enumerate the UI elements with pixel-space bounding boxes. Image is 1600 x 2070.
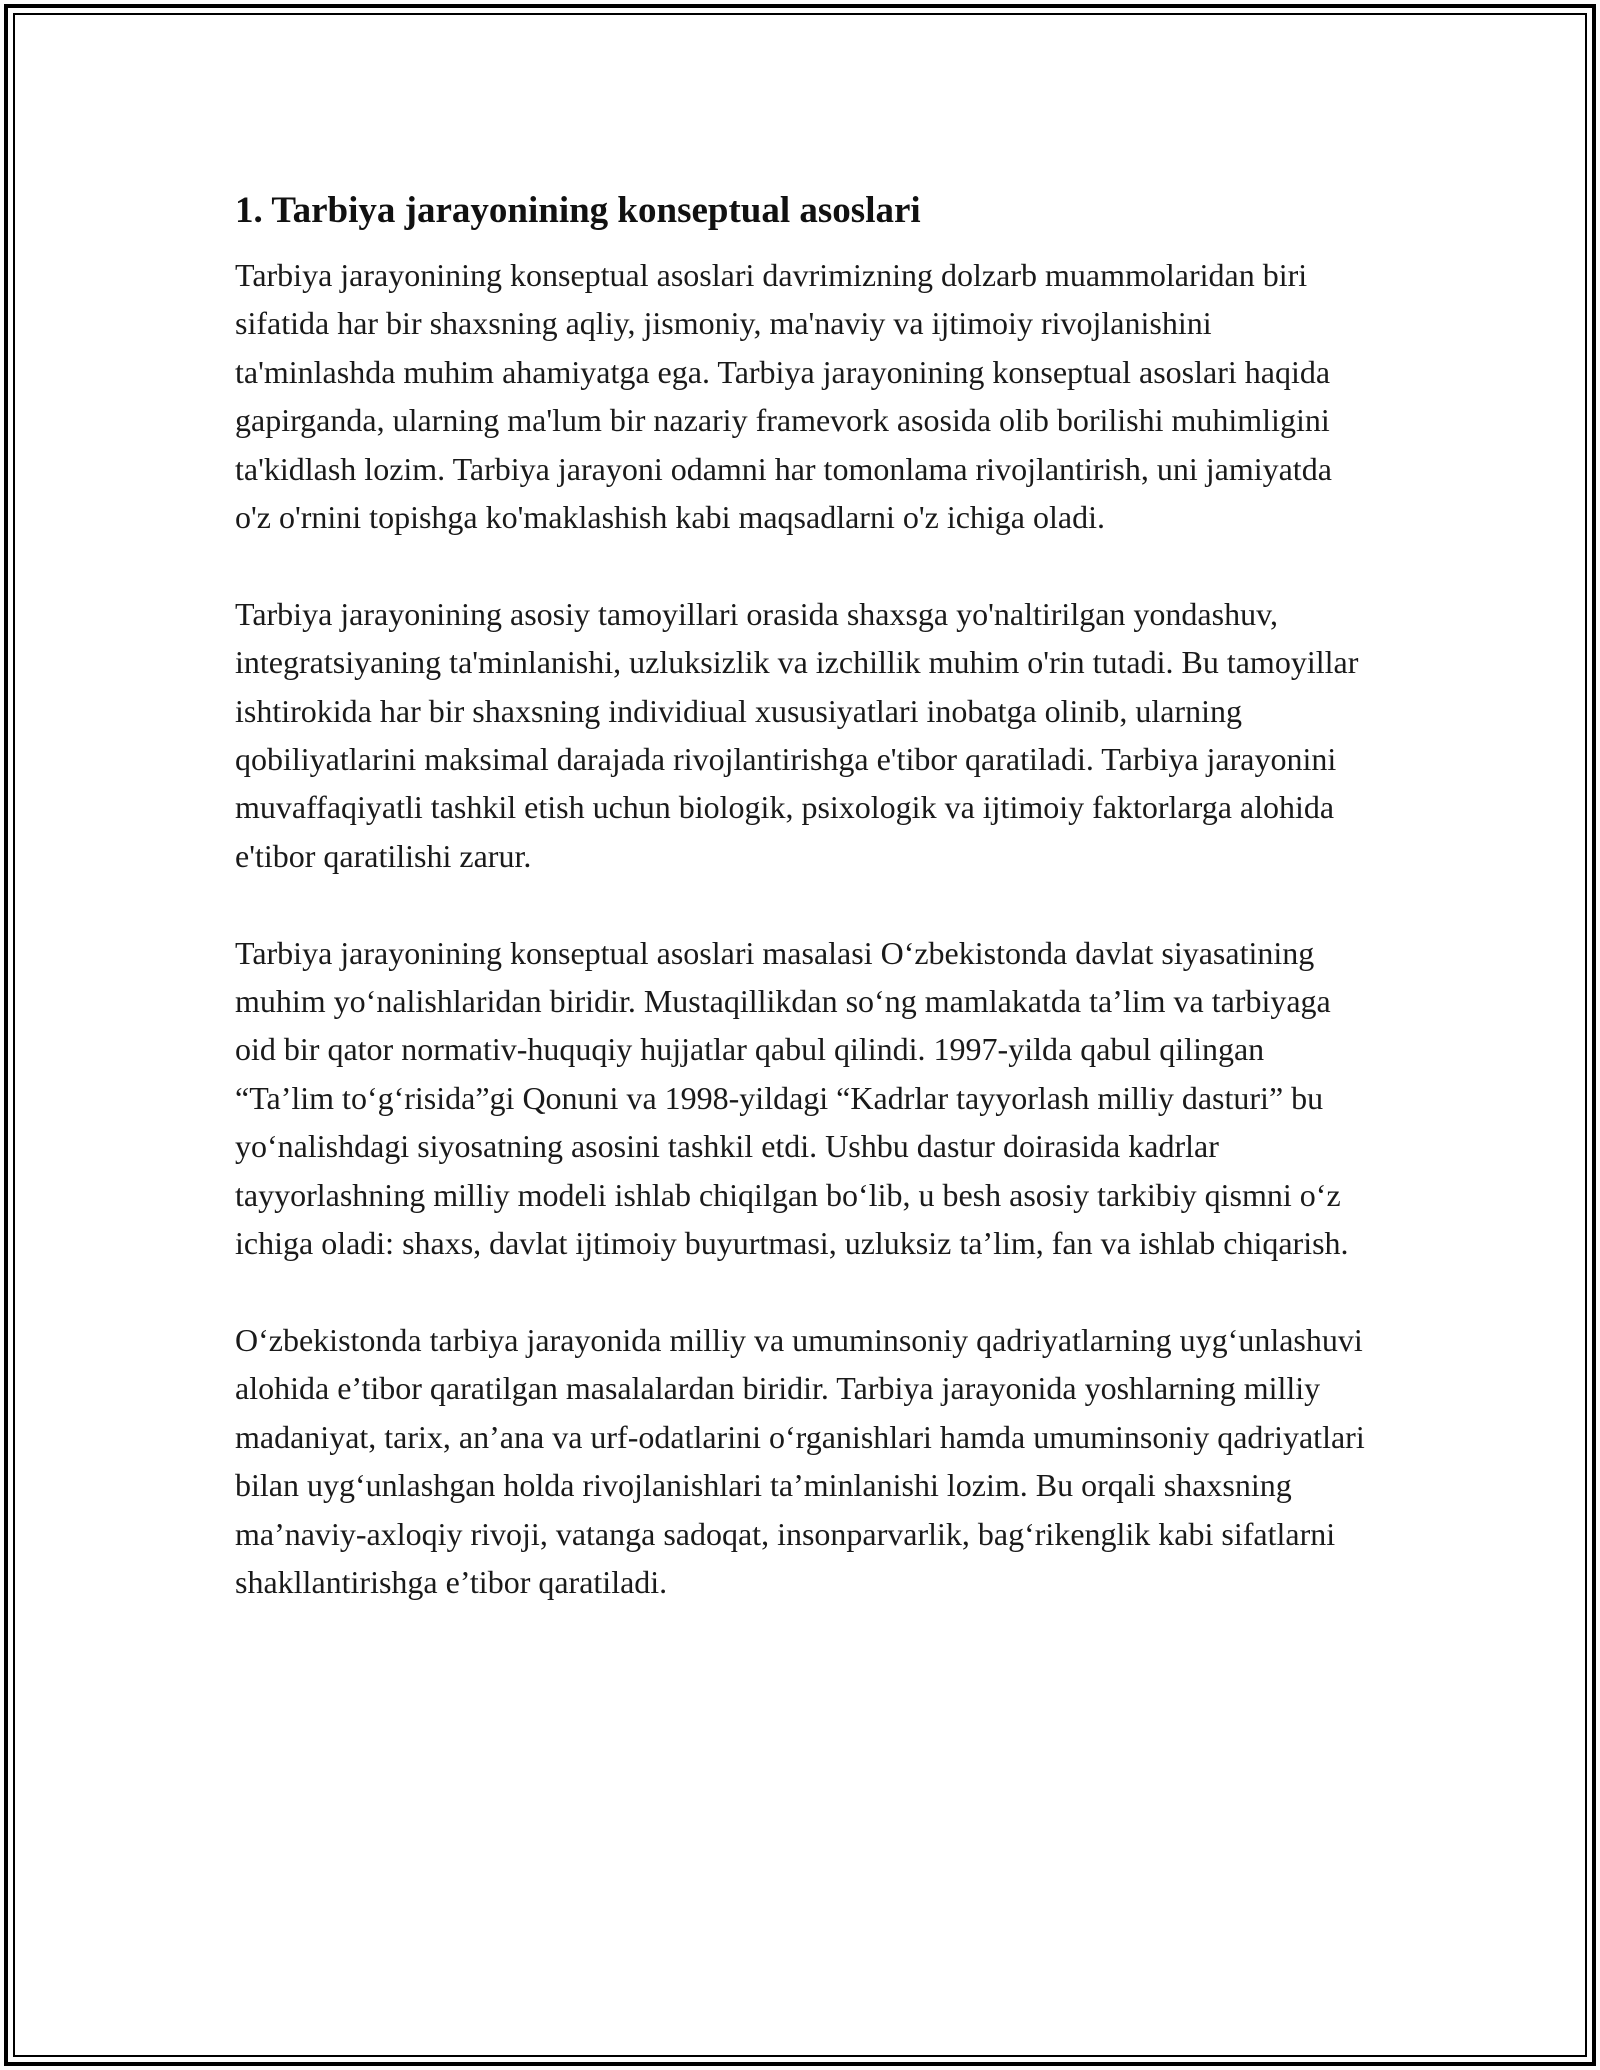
paragraph-3: Tarbiya jarayonining konseptual asoslari masalasi O‘zbekistonda davlat siyasatining muhim yo‘nalishlaridan biridir. Mustaqillikdan so‘ng mamlakatda ta’lim va tarbiyaga oid bir qator normativ-huquqiy hujjatlar qabul qilindi. 1997-yilda qabul qilingan “Ta’lim to‘g‘risida”gi Qonuni va 1998-yildagi “Kadrlar tayyorlash milliy dasturi” bu yo‘nalishdagi siyosatning asosini tashkil etdi. Ushbu dastur doirasida kadrlar tayyorlashning milliy modeli ishlab chiqilgan bo‘lib, u besh asosiy tarkibiy qismni o‘z ichiga oladi: shaxs, davlat ijtimoiy buyurtmasi, uzluksiz ta’lim, fan va ishlab chiqarish. (235, 934, 1349, 1262)
paragraph-1: Tarbiya jarayonining konseptual asoslari davrimizning dolzarb muammolaridan biri sifatida har bir shaxsning aqliy, jismoniy, ma'naviy va ijtimoiy rivojlanishini ta'minlashda muhim ahamiyatga ega. Tarbiya jarayonining konseptual asoslari haqida gapirganda, ularning ma'lum bir nazariy framevork asosida olib borilishi muhimligini ta'kidlash lozim. Tarbiya jarayoni odamni har tomonlama rivojlantirish, uni jamiyatda o'z o'rnini topishga ko'maklashish kabi maqsadlarni o'z ichiga oladi. (235, 257, 1332, 536)
paragraph-4: O‘zbekistonda tarbiya jarayonida milliy va umuminsoniy qadriyatlarning uyg‘unlashuvi alohida e’tibor qaratilgan masalalardan biridir. Tarbiya jarayonida yoshlarning milliy madaniyat, tarix, an’ana va urf-odatlarini o‘rganishlari hamda umuminsoniy qadriyatlari bilan uyg‘unlashgan holda rivojlanishlari ta’minlanishi lozim. Bu orqali shaxsning ma’naviy-axloqiy rivoji, vatanga sadoqat, insonparvarlik, bag‘rikenglik kabi sifatlarni shakllantirishga e’tibor qaratiladi. (235, 1321, 1365, 1600)
paragraph-2: Tarbiya jarayonining asosiy tamoyillari orasida shaxsga yo'naltirilgan yondashuv, integratsiyaning ta'minlanishi, uzluksizlik va izchillik muhim o'rin tutadi. Bu tamoyillar ishtirokida har bir shaxsning individiual xususiyatlari inobatga olinib, ularning qobiliyatlarini maksimal darajada rivojlantirishga e'tibor qaratiladi. Tarbiya jarayonini muvaffaqiyatli tashkil etish uchun biologik, psixologik va ijtimoiy faktorlarga alohida e'tibor qaratilishi zarur. (235, 595, 1359, 874)
document-body (235, 185, 1365, 1655)
section-heading: 1. Tarbiya jarayonining konseptual asoslari (235, 190, 921, 231)
